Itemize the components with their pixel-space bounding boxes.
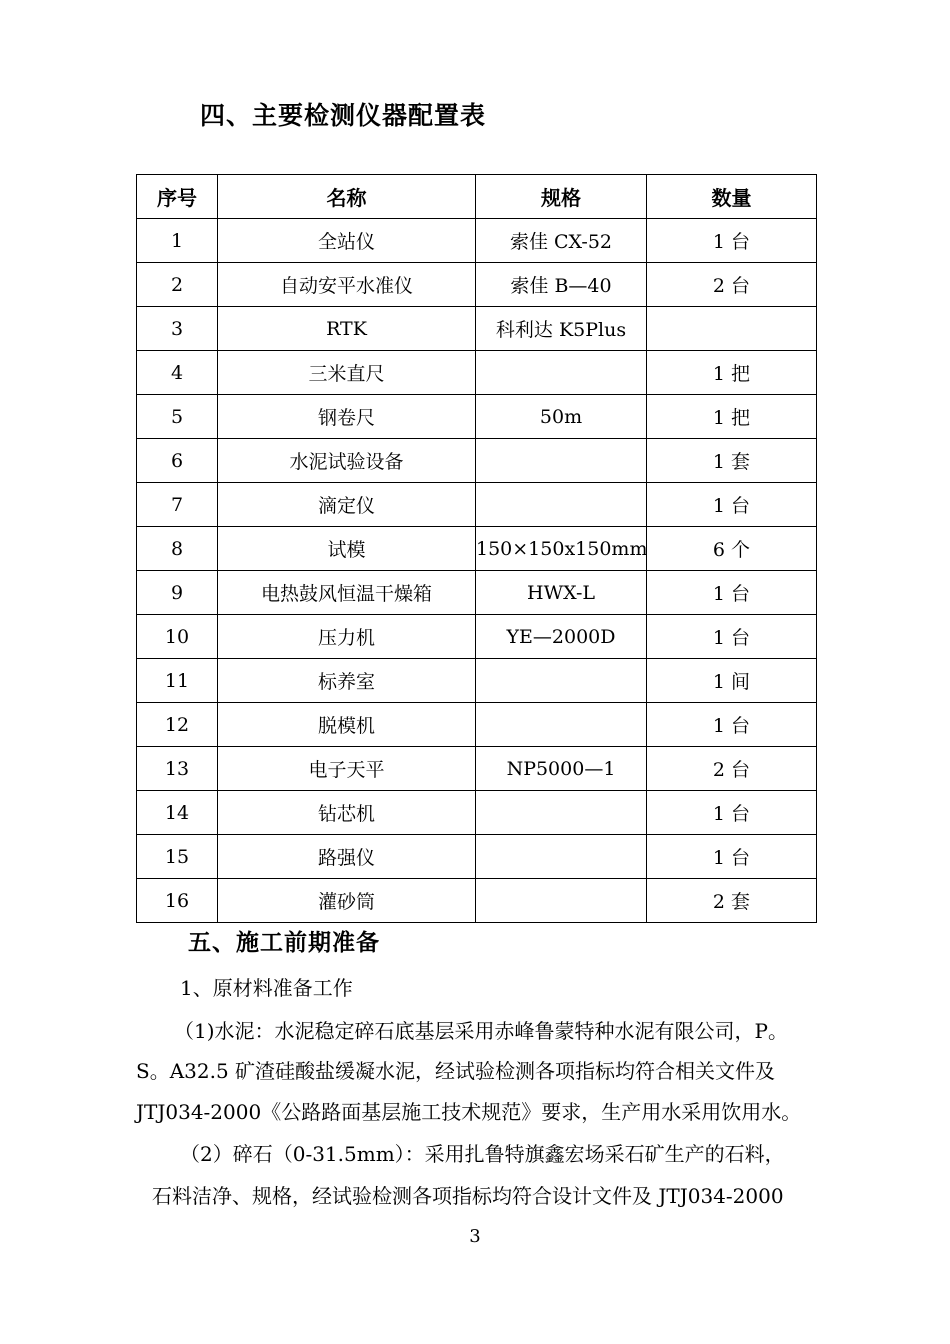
cell-quantity: 2 台 bbox=[647, 747, 817, 791]
table-row bbox=[137, 703, 817, 747]
table-row bbox=[137, 439, 817, 483]
cell-name: 自动安平水准仪 bbox=[218, 263, 476, 307]
cell-spec: HWX-L bbox=[476, 571, 647, 615]
header-name: 名称 bbox=[218, 175, 476, 219]
cell-index: 1 bbox=[137, 219, 218, 263]
cell-name: 标养室 bbox=[218, 659, 476, 703]
cell-name: 水泥试验设备 bbox=[218, 439, 476, 483]
header-index: 序号 bbox=[137, 175, 218, 219]
table-row bbox=[137, 879, 817, 923]
table-row bbox=[137, 791, 817, 835]
cell-name: 路强仪 bbox=[218, 835, 476, 879]
cell-spec bbox=[476, 835, 647, 879]
cell-index: 15 bbox=[137, 835, 218, 879]
cell-quantity: 1 把 bbox=[647, 395, 817, 439]
table-row bbox=[137, 263, 817, 307]
cell-index: 5 bbox=[137, 395, 218, 439]
cell-spec: 索佳 CX-52 bbox=[476, 219, 647, 263]
cell-index: 14 bbox=[137, 791, 218, 835]
paragraph-cement-line-2: S。A32.5 矿渣硅酸盐缓凝水泥，经试验检测各项指标均符合相关文件及 bbox=[136, 1059, 776, 1083]
cell-name: 钢卷尺 bbox=[218, 395, 476, 439]
cell-index: 3 bbox=[137, 307, 218, 351]
cell-index: 12 bbox=[137, 703, 218, 747]
paragraph-cement-line-1: （1)水泥：水泥稳定碎石底基层采用赤峰鲁蒙特种水泥有限公司，P。 bbox=[174, 1019, 788, 1043]
cell-spec: 科利达 K5Plus bbox=[476, 307, 647, 351]
cell-index: 7 bbox=[137, 483, 218, 527]
table-row bbox=[137, 307, 817, 351]
page-number: 3 bbox=[469, 1226, 481, 1247]
cell-index: 9 bbox=[137, 571, 218, 615]
cell-spec bbox=[476, 351, 647, 395]
cell-index: 8 bbox=[137, 527, 218, 571]
table-row bbox=[137, 835, 817, 879]
cell-quantity: 1 台 bbox=[647, 703, 817, 747]
cell-quantity: 1 台 bbox=[647, 571, 817, 615]
cell-quantity: 6 个 bbox=[647, 527, 817, 571]
cell-index: 10 bbox=[137, 615, 218, 659]
cell-spec bbox=[476, 879, 647, 923]
cell-quantity bbox=[647, 307, 817, 351]
paragraph-cement-line-3: JTJ034-2000《公路路面基层施工技术规范》要求，生产用水采用饮用水。 bbox=[136, 1100, 802, 1124]
section-title-preparation: 五、施工前期准备 bbox=[188, 930, 380, 956]
subheading-materials: 1、原材料准备工作 bbox=[180, 976, 353, 1000]
cell-index: 6 bbox=[137, 439, 218, 483]
table-row bbox=[137, 571, 817, 615]
header-spec: 规格 bbox=[476, 175, 647, 219]
cell-spec bbox=[476, 483, 647, 527]
cell-name: 全站仪 bbox=[218, 219, 476, 263]
equipment-table bbox=[136, 174, 817, 923]
cell-quantity: 1 台 bbox=[647, 483, 817, 527]
cell-index: 16 bbox=[137, 879, 218, 923]
cell-spec: 索佳 B—40 bbox=[476, 263, 647, 307]
cell-name: 压力机 bbox=[218, 615, 476, 659]
cell-name: 钻芯机 bbox=[218, 791, 476, 835]
table-row bbox=[137, 395, 817, 439]
table-row bbox=[137, 615, 817, 659]
cell-name: 脱模机 bbox=[218, 703, 476, 747]
cell-name: 三米直尺 bbox=[218, 351, 476, 395]
table-row bbox=[137, 747, 817, 791]
cell-spec: 50m bbox=[476, 395, 647, 439]
cell-name: 滴定仪 bbox=[218, 483, 476, 527]
cell-spec bbox=[476, 703, 647, 747]
cell-quantity: 2 台 bbox=[647, 263, 817, 307]
cell-quantity: 1 套 bbox=[647, 439, 817, 483]
table-row bbox=[137, 659, 817, 703]
cell-index: 2 bbox=[137, 263, 218, 307]
cell-spec: YE—2000D bbox=[476, 615, 647, 659]
cell-spec: 150×150x150mm bbox=[476, 527, 647, 571]
cell-quantity: 1 间 bbox=[647, 659, 817, 703]
paragraph-gravel-line-2: 石料洁净、规格，经试验检测各项指标均符合设计文件及 JTJ034-2000 bbox=[152, 1184, 784, 1208]
cell-name: 电子天平 bbox=[218, 747, 476, 791]
cell-name: 灌砂筒 bbox=[218, 879, 476, 923]
table-row bbox=[137, 483, 817, 527]
cell-name: RTK bbox=[218, 307, 476, 351]
cell-spec bbox=[476, 439, 647, 483]
cell-quantity: 1 台 bbox=[647, 615, 817, 659]
cell-quantity: 1 把 bbox=[647, 351, 817, 395]
table-row bbox=[137, 527, 817, 571]
section-title-equipment: 四、主要检测仪器配置表 bbox=[200, 101, 487, 130]
table-row bbox=[137, 351, 817, 395]
cell-spec bbox=[476, 659, 647, 703]
paragraph-gravel-line-1: （2）碎石（0-31.5mm）：采用扎鲁特旗鑫宏场采石矿生产的石料， bbox=[180, 1142, 785, 1166]
cell-name: 试模 bbox=[218, 527, 476, 571]
cell-index: 13 bbox=[137, 747, 218, 791]
table-row bbox=[137, 219, 817, 263]
cell-spec bbox=[476, 791, 647, 835]
cell-quantity: 1 台 bbox=[647, 791, 817, 835]
cell-quantity: 1 台 bbox=[647, 835, 817, 879]
header-quantity: 数量 bbox=[647, 175, 817, 219]
cell-quantity: 1 台 bbox=[647, 219, 817, 263]
cell-spec: NP5000—1 bbox=[476, 747, 647, 791]
cell-index: 4 bbox=[137, 351, 218, 395]
cell-name: 电热鼓风恒温干燥箱 bbox=[218, 571, 476, 615]
cell-index: 11 bbox=[137, 659, 218, 703]
cell-quantity: 2 套 bbox=[647, 879, 817, 923]
table-header-row bbox=[137, 175, 817, 219]
